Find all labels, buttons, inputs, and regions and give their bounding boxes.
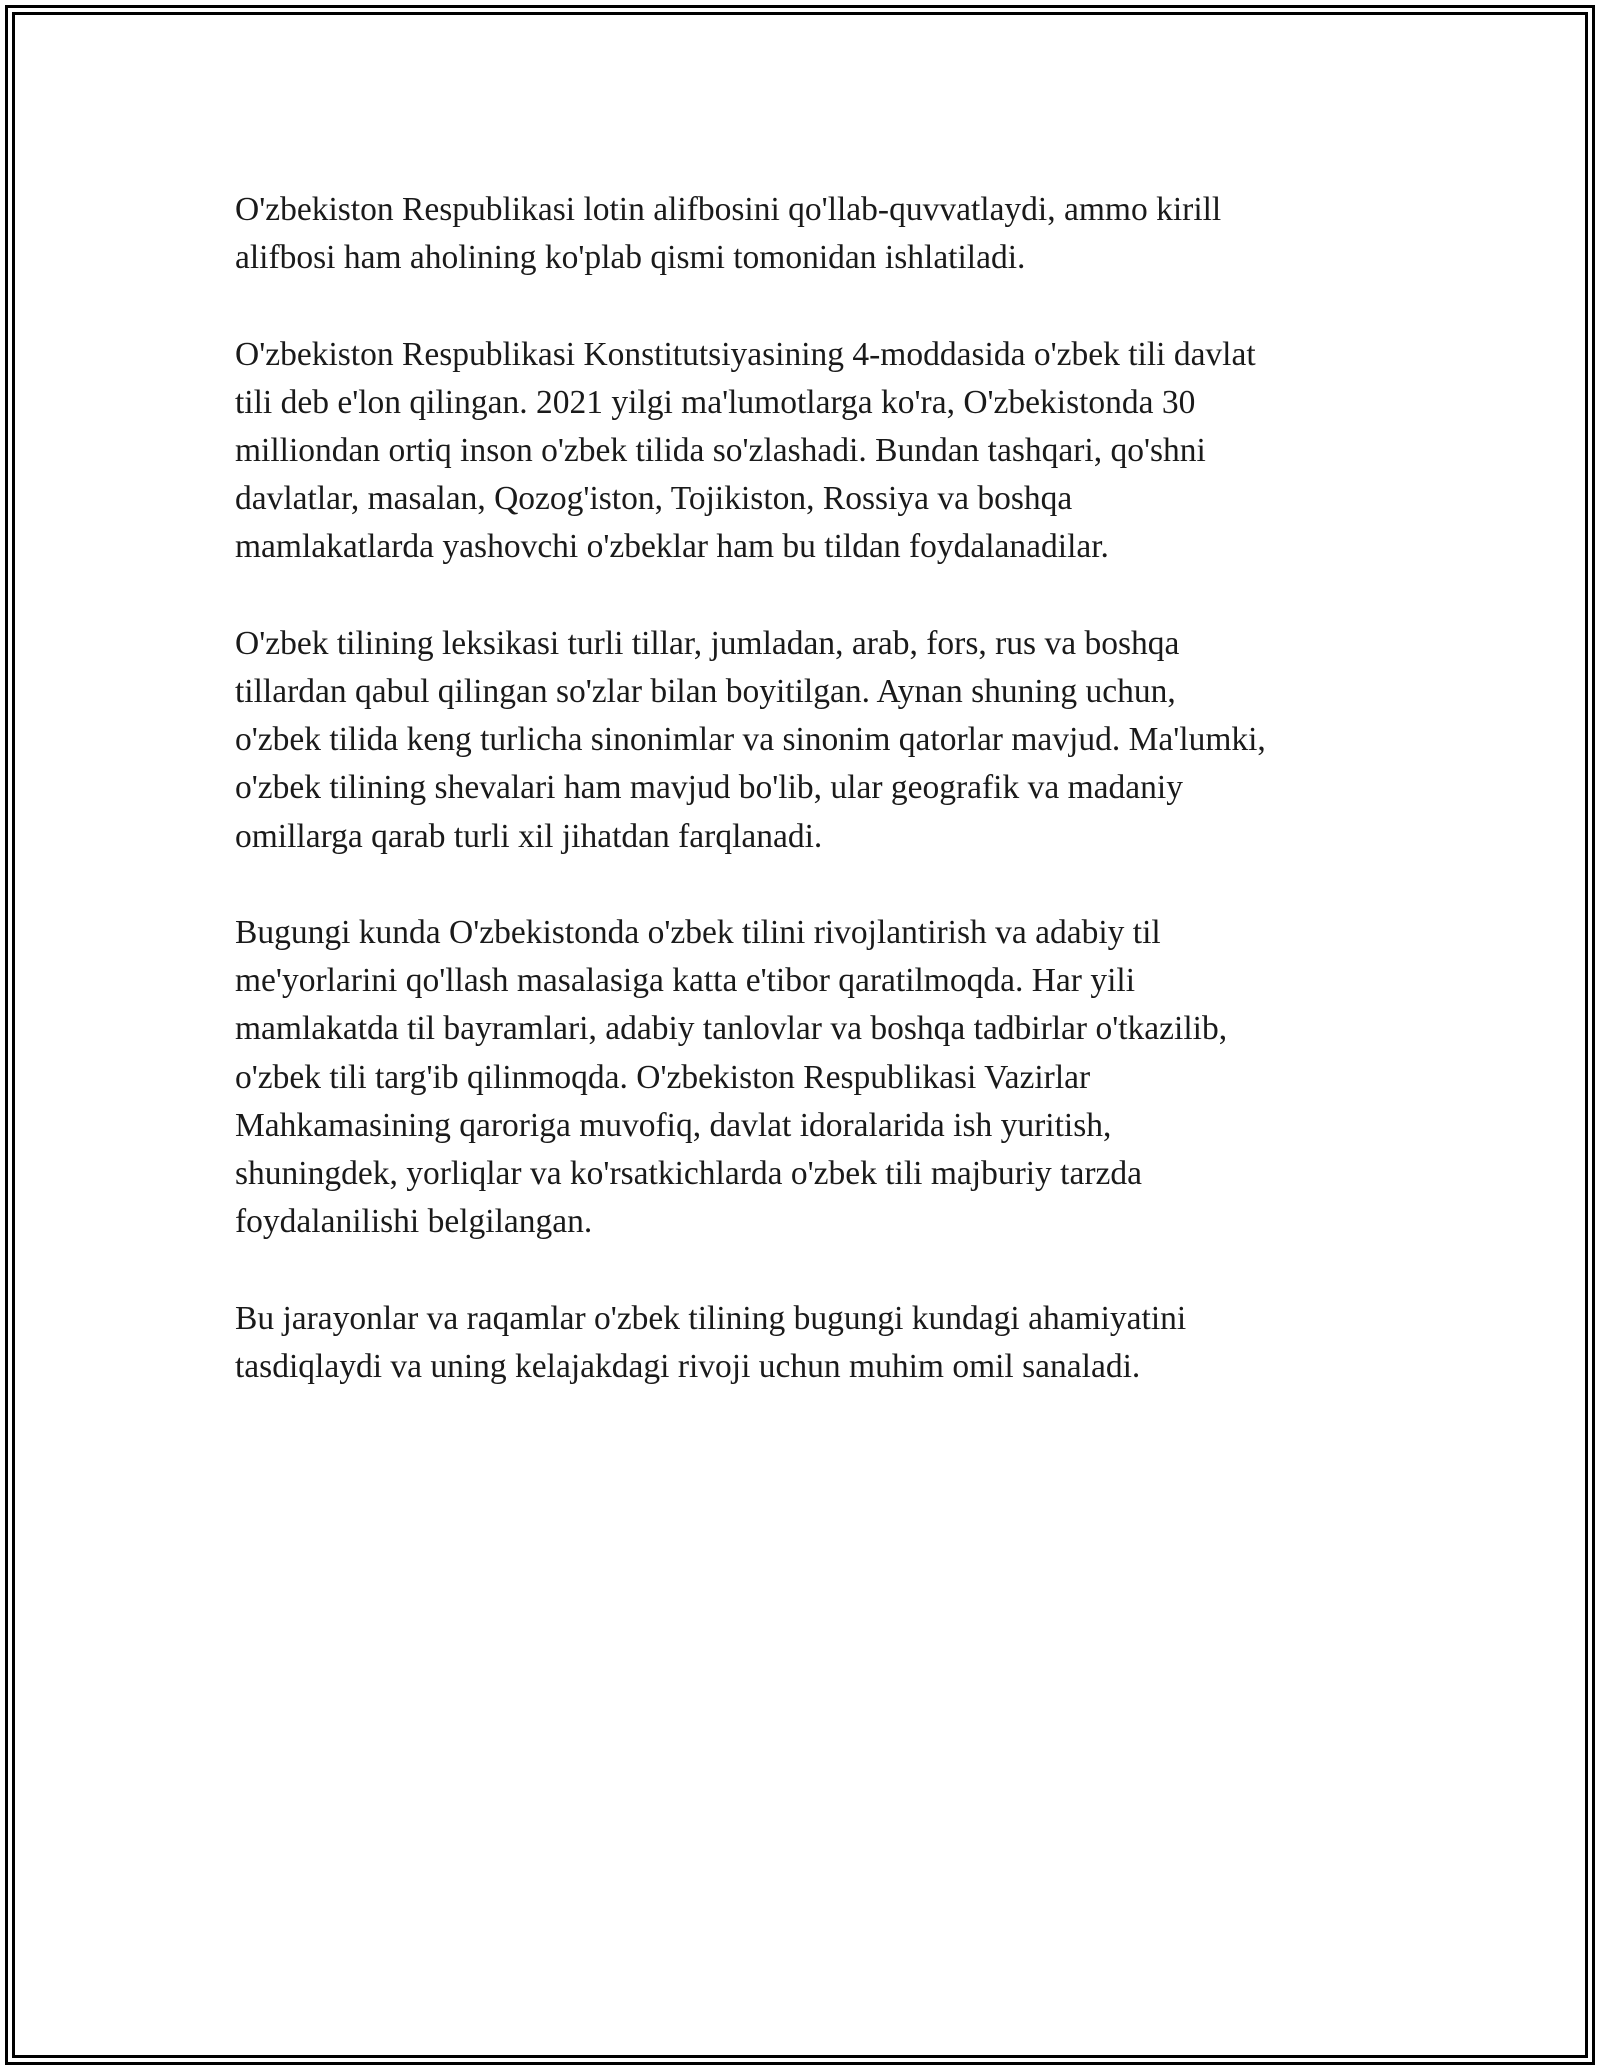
text-line: tillardan qabul qilingan so'zlar bilan boyitilgan. Aynan shuning uchun, <box>235 673 1176 710</box>
paragraph <box>235 620 1385 861</box>
text-line: me'yorlarini qo'llash masalasiga katta e'tibor qaratilmoqda. Har yili <box>235 962 1136 1000</box>
paragraph <box>235 186 1385 282</box>
document-body <box>235 186 1385 1439</box>
text-line: Mahkamasining qaroriga muvofiq, davlat idoralarida ish yuritish, <box>235 1106 1112 1144</box>
text-line: mamlakatlarda yashovchi o'zbeklar ham bu tildan foydalanadilar. <box>235 528 1109 566</box>
paragraph <box>235 331 1385 572</box>
text-line: milliondan ortiq inson o'zbek tilida so'zlashadi. Bundan tashqari, qo'shni <box>235 432 1206 469</box>
text-line: o'zbek tili targ'ib qilinmoqda. O'zbekiston Respublikasi Vazirlar <box>235 1058 1091 1096</box>
text-line: shuningdek, yorliqlar va ko'rsatkichlarda o'zbek tili majburiy tarzda <box>235 1155 1142 1193</box>
text-line: o'zbek tilida keng turlicha sinonimlar va sinonim qatorlar mavjud. Ma'lumki, <box>235 721 1266 759</box>
text-line: o'zbek tilining shevalari ham mavjud bo'lib, ular geografik va madaniy <box>235 769 1183 807</box>
text-line: O'zbekiston Respublikasi Konstitutsiyasining 4-moddasida o'zbek tili davlat <box>235 335 1256 373</box>
text-line: Bu jarayonlar va raqamlar o'zbek tilining bugungi kundagi ahamiyatini <box>235 1299 1187 1337</box>
text-line: tasdiqlaydi va uning kelajakdagi rivoji uchun muhim omil sanaladi. <box>235 1347 1141 1385</box>
paragraph <box>235 909 1385 1246</box>
paragraph <box>235 1295 1385 1391</box>
text-line: davlatlar, masalan, Qozog'iston, Tojikiston, Rossiya va boshqa <box>235 480 1073 518</box>
text-line: O'zbek tilining leksikasi turli tillar, jumladan, arab, fors, rus va boshqa <box>235 624 1180 662</box>
text-line: O'zbekiston Respublikasi lotin alifbosini qo'llab-quvvatlaydi, ammo kirill <box>235 191 1222 228</box>
text-line: foydalanilishi belgilangan. <box>235 1203 593 1241</box>
text-line: alifbosi ham aholining ko'plab qismi tomonidan ishlatiladi. <box>235 239 1026 277</box>
text-line: omillarga qarab turli xil jihatdan farqlanadi. <box>235 817 823 855</box>
text-line: tili deb e'lon qilingan. 2021 yilgi ma'lumotlarga ko'ra, O'zbekistonda 30 <box>235 383 1196 421</box>
text-line: Bugungi kunda O'zbekistonda o'zbek tilini rivojlantirish va adabiy til <box>235 914 1161 951</box>
text-line: mamlakatda til bayramlari, adabiy tanlovlar va boshqa tadbirlar o'tkazilib, <box>235 1010 1228 1048</box>
